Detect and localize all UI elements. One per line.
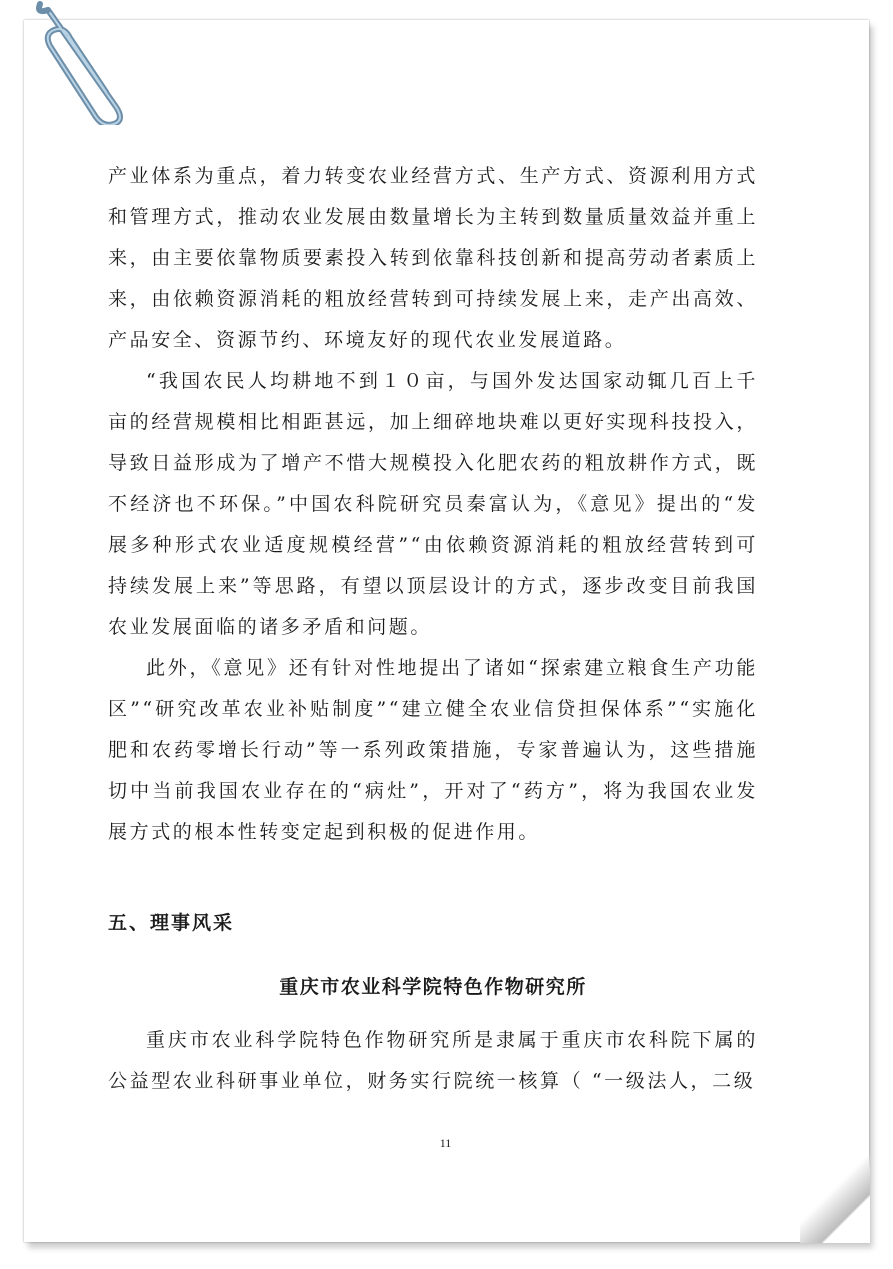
paragraph-2: “我国农民人均耕地不到１０亩，与国外发达国家动辄几百上千亩的经营规模相比相距甚远，加上细碎地块难以更好实现科技投入，导致日益形成为了增产不惜大规模投入化肥农药的粗放耕作方式，既不经济也不环保。”中国农科院研究员秦富认为，《意见》提出的“发展多种形式农业适度规模经营”“由依赖资源消耗的粗放经营转到可持续发展上来”等思路，有望以顶层设计的方式，逐步改变目前我国农业发展面临的诸多矛盾和问题。 <box>108 370 758 638</box>
document-body-continued <box>108 1020 758 1102</box>
paperclip-icon <box>36 0 136 125</box>
section-heading: 五、理事风采 <box>108 912 235 934</box>
page-curl <box>800 1148 870 1243</box>
page-number: 11 <box>439 1136 452 1150</box>
paragraph-4: 重庆市农业科学院特色作物研究所是隶属于重庆市农科院下属的公益型农业科研事业单位，财务实行院统一核算（ “一级法人，二级 <box>108 1029 758 1092</box>
sub-title: 重庆市农业科学院特色作物研究所 <box>279 976 587 998</box>
paragraph-3: 此外，《意见》还有针对性地提出了诸如“探索建立粮食生产功能区”“研究改革农业补贴制度”“建立健全农业信贷担保体系”“实施化肥和农药零增长行动”等一系列政策措施，专家普遍认为，这些措施切中当前我国农业存在的“病灶”，开对了“药方”，将为我国农业发展方式的根本性转变定起到积极的促进作用。 <box>108 657 758 843</box>
document-body <box>108 156 758 853</box>
paragraph-1: 产业体系为重点，着力转变农业经营方式、生产方式、资源利用方式和管理方式，推动农业发展由数量增长为主转到数量质量效益并重上来，由主要依靠物质要素投入转到依靠科技创新和提高劳动者素质上来，由依赖资源消耗的粗放经营转到可持续发展上来，走产出高效、产品安全、资源节约、环境友好的现代农业发展道路。 <box>108 165 758 351</box>
